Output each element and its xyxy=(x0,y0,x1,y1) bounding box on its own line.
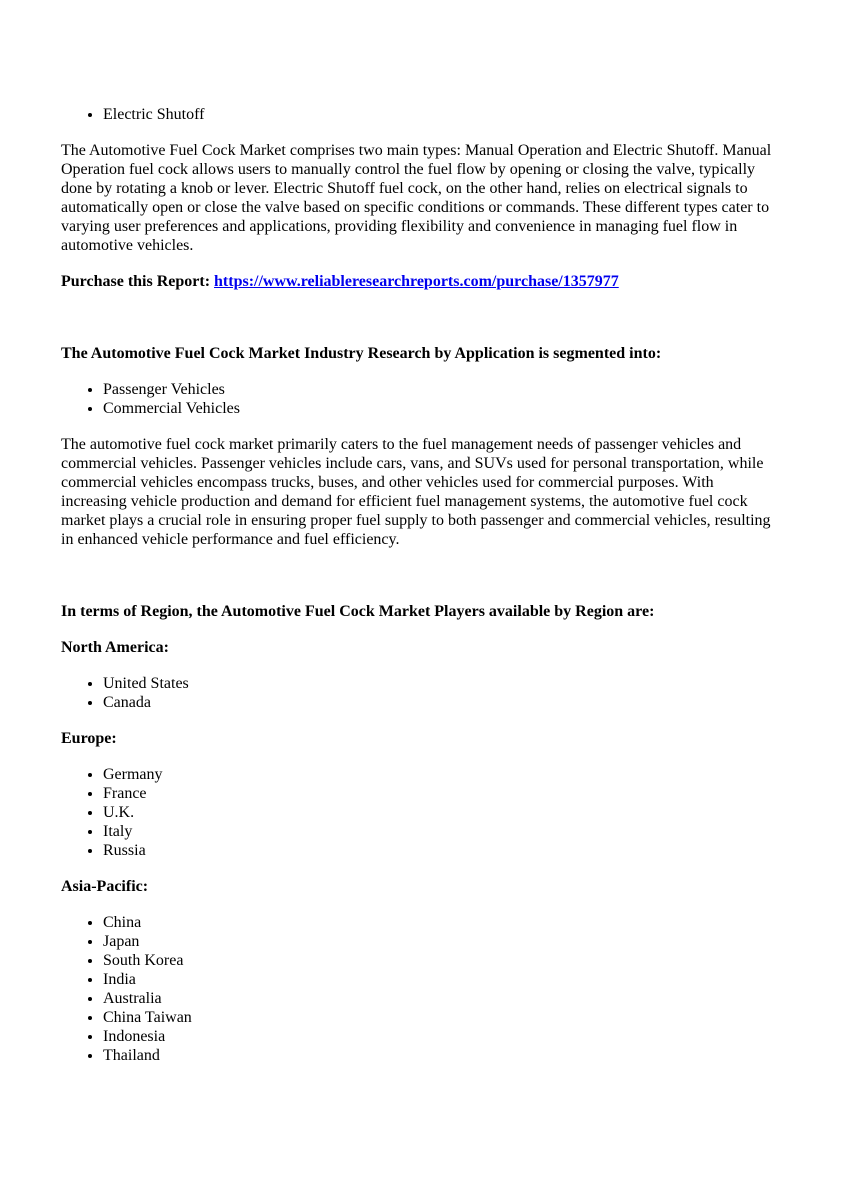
region-north-america-list xyxy=(61,674,781,712)
application-list xyxy=(61,380,781,418)
region-heading: In terms of Region, the Automotive Fuel Cock Market Players available by Region are: xyxy=(61,603,655,620)
list-item: • Italy xyxy=(103,822,781,841)
application-heading: The Automotive Fuel Cock Market Industry Research by Application is segmented into: xyxy=(61,345,662,362)
list-item: • Russia xyxy=(103,841,781,860)
region-asia-pacific-list xyxy=(61,913,781,1065)
list-item: • Thailand xyxy=(103,1046,781,1065)
purchase-line xyxy=(61,272,781,291)
list-item: • Canada xyxy=(103,693,781,712)
list-item: • South Korea xyxy=(103,951,781,970)
list-item: • France xyxy=(103,784,781,803)
list-item: • Passenger Vehicles xyxy=(103,380,781,399)
list-item: • Indonesia xyxy=(103,1027,781,1046)
region-north-america-title: North America: xyxy=(61,639,169,656)
list-item: • China xyxy=(103,913,781,932)
list-item: • U.K. xyxy=(103,803,781,822)
types-paragraph: The Automotive Fuel Cock Market comprises two main types: Manual Operation and Electric Shutoff. Manual Operation fuel cock allows users to manually control the fuel flow by opening or closing the valve, typically done by rotating a knob or lever. Electric Shutoff fuel cock, on the other hand, relies on electrical signals to automatically open or close the valve based on specific conditions or commands. These different types cater to varying user preferences and applications, providing flexibility and convenience in managing fuel flow in automotive vehicles. xyxy=(61,142,772,254)
list-item: • Commercial Vehicles xyxy=(103,399,781,418)
list-item: • India xyxy=(103,970,781,989)
list-item: • Electric Shutoff xyxy=(103,105,781,124)
purchase-label: Purchase this Report: xyxy=(61,273,215,290)
list-item: • United States xyxy=(103,674,781,693)
list-item: • Australia xyxy=(103,989,781,1008)
region-europe-list xyxy=(61,765,781,860)
types-list xyxy=(61,105,781,124)
purchase-link[interactable]: https://www.reliableresearchreports.com/purchase/1357977 xyxy=(214,273,619,290)
region-europe-title: Europe: xyxy=(61,730,117,747)
list-item: • Japan xyxy=(103,932,781,951)
document-page xyxy=(61,105,781,1065)
list-item: • Germany xyxy=(103,765,781,784)
application-paragraph: The automotive fuel cock market primarily caters to the fuel management needs of passenger vehicles and commercial vehicles. Passenger vehicles include cars, vans, and SUVs used for personal transportation, while commercial vehicles encompass trucks, buses, and other vehicles used for commercial purposes. With increasing vehicle production and demand for efficient fuel management systems, the automotive fuel cock market plays a crucial role in ensuring proper fuel supply to both passenger and commercial vehicles, resulting in enhanced vehicle performance and fuel efficiency. xyxy=(61,436,771,548)
region-asia-pacific-title: Asia-Pacific: xyxy=(61,878,149,895)
list-item: • China Taiwan xyxy=(103,1008,781,1027)
